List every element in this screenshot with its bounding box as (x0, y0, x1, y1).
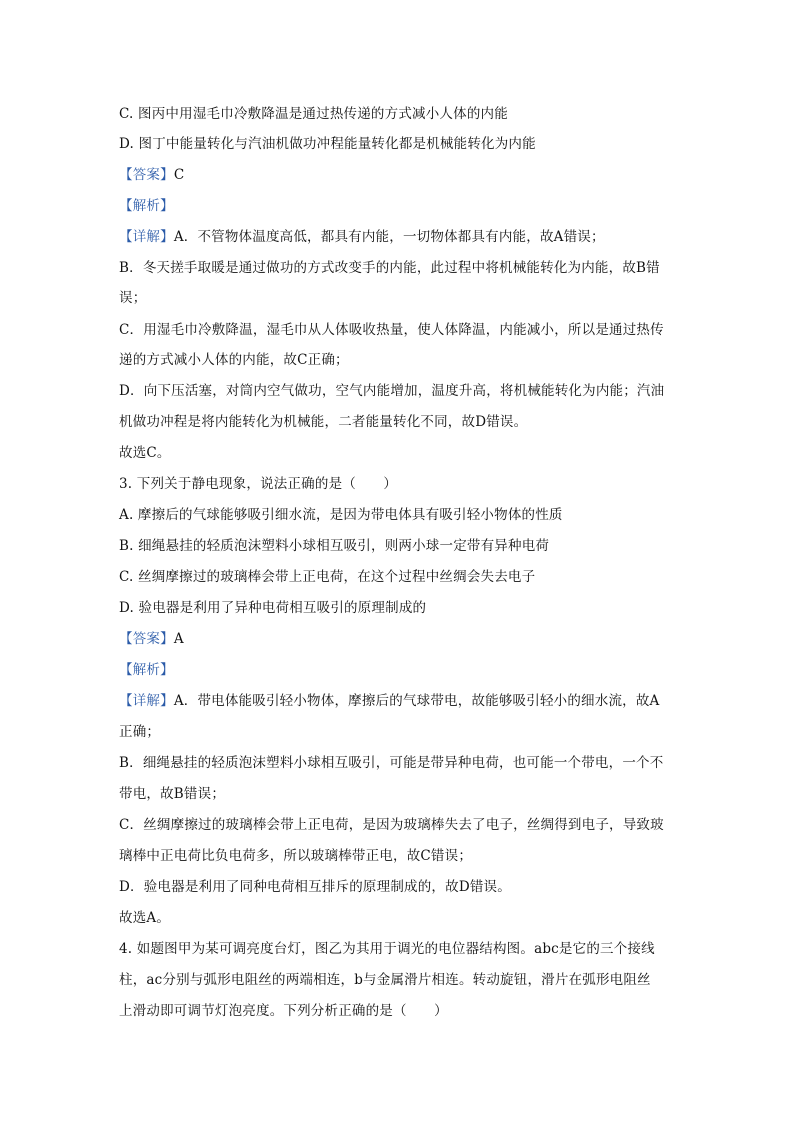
analysis-tag: 【解析】 (119, 662, 174, 678)
detail-q2-d2: 机做功冲程是将内能转化为机械能，二者能量转化不同，故D错误。 (119, 414, 528, 430)
option-a-q3: A. 摩擦后的气球能够吸引细水流，是因为带电体具有吸引轻小物体的性质 (119, 507, 563, 523)
answer-q3: 【答案】A (119, 631, 184, 647)
detail-q3-b1: B．细绳悬挂的轻质泡沫塑料小球相互吸引，可能是带异种电荷，也可能一个带电，一个不 (119, 755, 664, 771)
option-d-q3: D. 验电器是利用了异种电荷相互吸引的原理制成的 (119, 600, 427, 616)
answer-q2: 【答案】C (119, 167, 185, 183)
detail-q2-c2: 递的方式减小人体的内能，故C正确； (119, 352, 349, 368)
detail-q3-c1: C．丝绸摩擦过的玻璃棒会带上正电荷，是因为玻璃棒失去了电子，丝绸得到电子，导致玻 (119, 817, 664, 833)
detail-q2-c1: C．用湿毛巾冷敷降温，湿毛巾从人体吸收热量，使人体降温，内能减小，所以是通过热传 (119, 322, 664, 338)
detail-q3-a2: 正确； (119, 724, 161, 740)
question-4-stem-2: 柱，ac分别与弧形电阻丝的两端相连，b与金属滑片相连。转动旋钮，滑片在弧形电阻丝 (119, 972, 651, 988)
question-4-stem-1: 4. 如题图甲为某可调亮度台灯，图乙为其用于调光的电位器结构图。abc是它的三个接线 (119, 941, 655, 957)
detail-q2-a: 【详解】A．不管物体温度高低，都具有内能，一切物体都具有内能，故A错误； (119, 229, 605, 245)
option-d-q2: D. 图丁中能量转化与汽油机做功冲程能量转化都是机械能转化为内能 (119, 136, 536, 152)
detail-q2-b2: 误； (119, 290, 147, 306)
detail-q3-c2: 璃棒中正电荷比负电荷多，所以玻璃棒带正电，故C错误； (119, 848, 473, 864)
analysis-q2 (119, 196, 174, 216)
conclusion-q3: 故选A。 (119, 910, 171, 926)
detail-tag: 【详解】 (119, 693, 174, 709)
option-b-q3: B. 细绳悬挂的轻质泡沫塑料小球相互吸引，则两小球一定带有异种电荷 (119, 538, 550, 554)
detail-q2-b1: B．冬天搓手取暖是通过做功的方式改变手的内能，此过程中将机械能转化为内能，故B错 (119, 260, 660, 276)
analysis-tag: 【解析】 (119, 198, 174, 214)
option-c-q2: C. 图丙中用湿毛巾冷敷降温是通过热传递的方式减小人体的内能 (119, 106, 508, 122)
question-3-stem: 3. 下列关于静电现象，说法正确的是（ ） (119, 476, 398, 492)
detail-q3-b2: 带电，故B错误； (119, 786, 226, 802)
detail-q3-d: D．验电器是利用了同种电荷相互排斥的原理制成的，故D错误。 (119, 879, 511, 895)
detail-q2-d1: D．向下压活塞，对筒内空气做功，空气内能增加，温度升高，将机械能转化为内能；汽油 (119, 383, 665, 399)
conclusion-q2: 故选C。 (119, 445, 171, 461)
detail-tag: 【详解】 (119, 229, 174, 245)
analysis-q3 (119, 660, 174, 680)
question-4-stem-3: 上滑动即可调节灯泡亮度。下列分析正确的是（ ） (119, 1003, 448, 1019)
detail-q3-a1: 【详解】A．带电体能吸引轻小物体，摩擦后的气球带电，故能够吸引轻小的细水流，故A (119, 693, 660, 709)
answer-tag: 【答案】 (119, 631, 174, 647)
answer-tag: 【答案】 (119, 167, 174, 183)
option-c-q3: C. 丝绸摩擦过的玻璃棒会带上正电荷，在这个过程中丝绸会失去电子 (119, 569, 536, 585)
